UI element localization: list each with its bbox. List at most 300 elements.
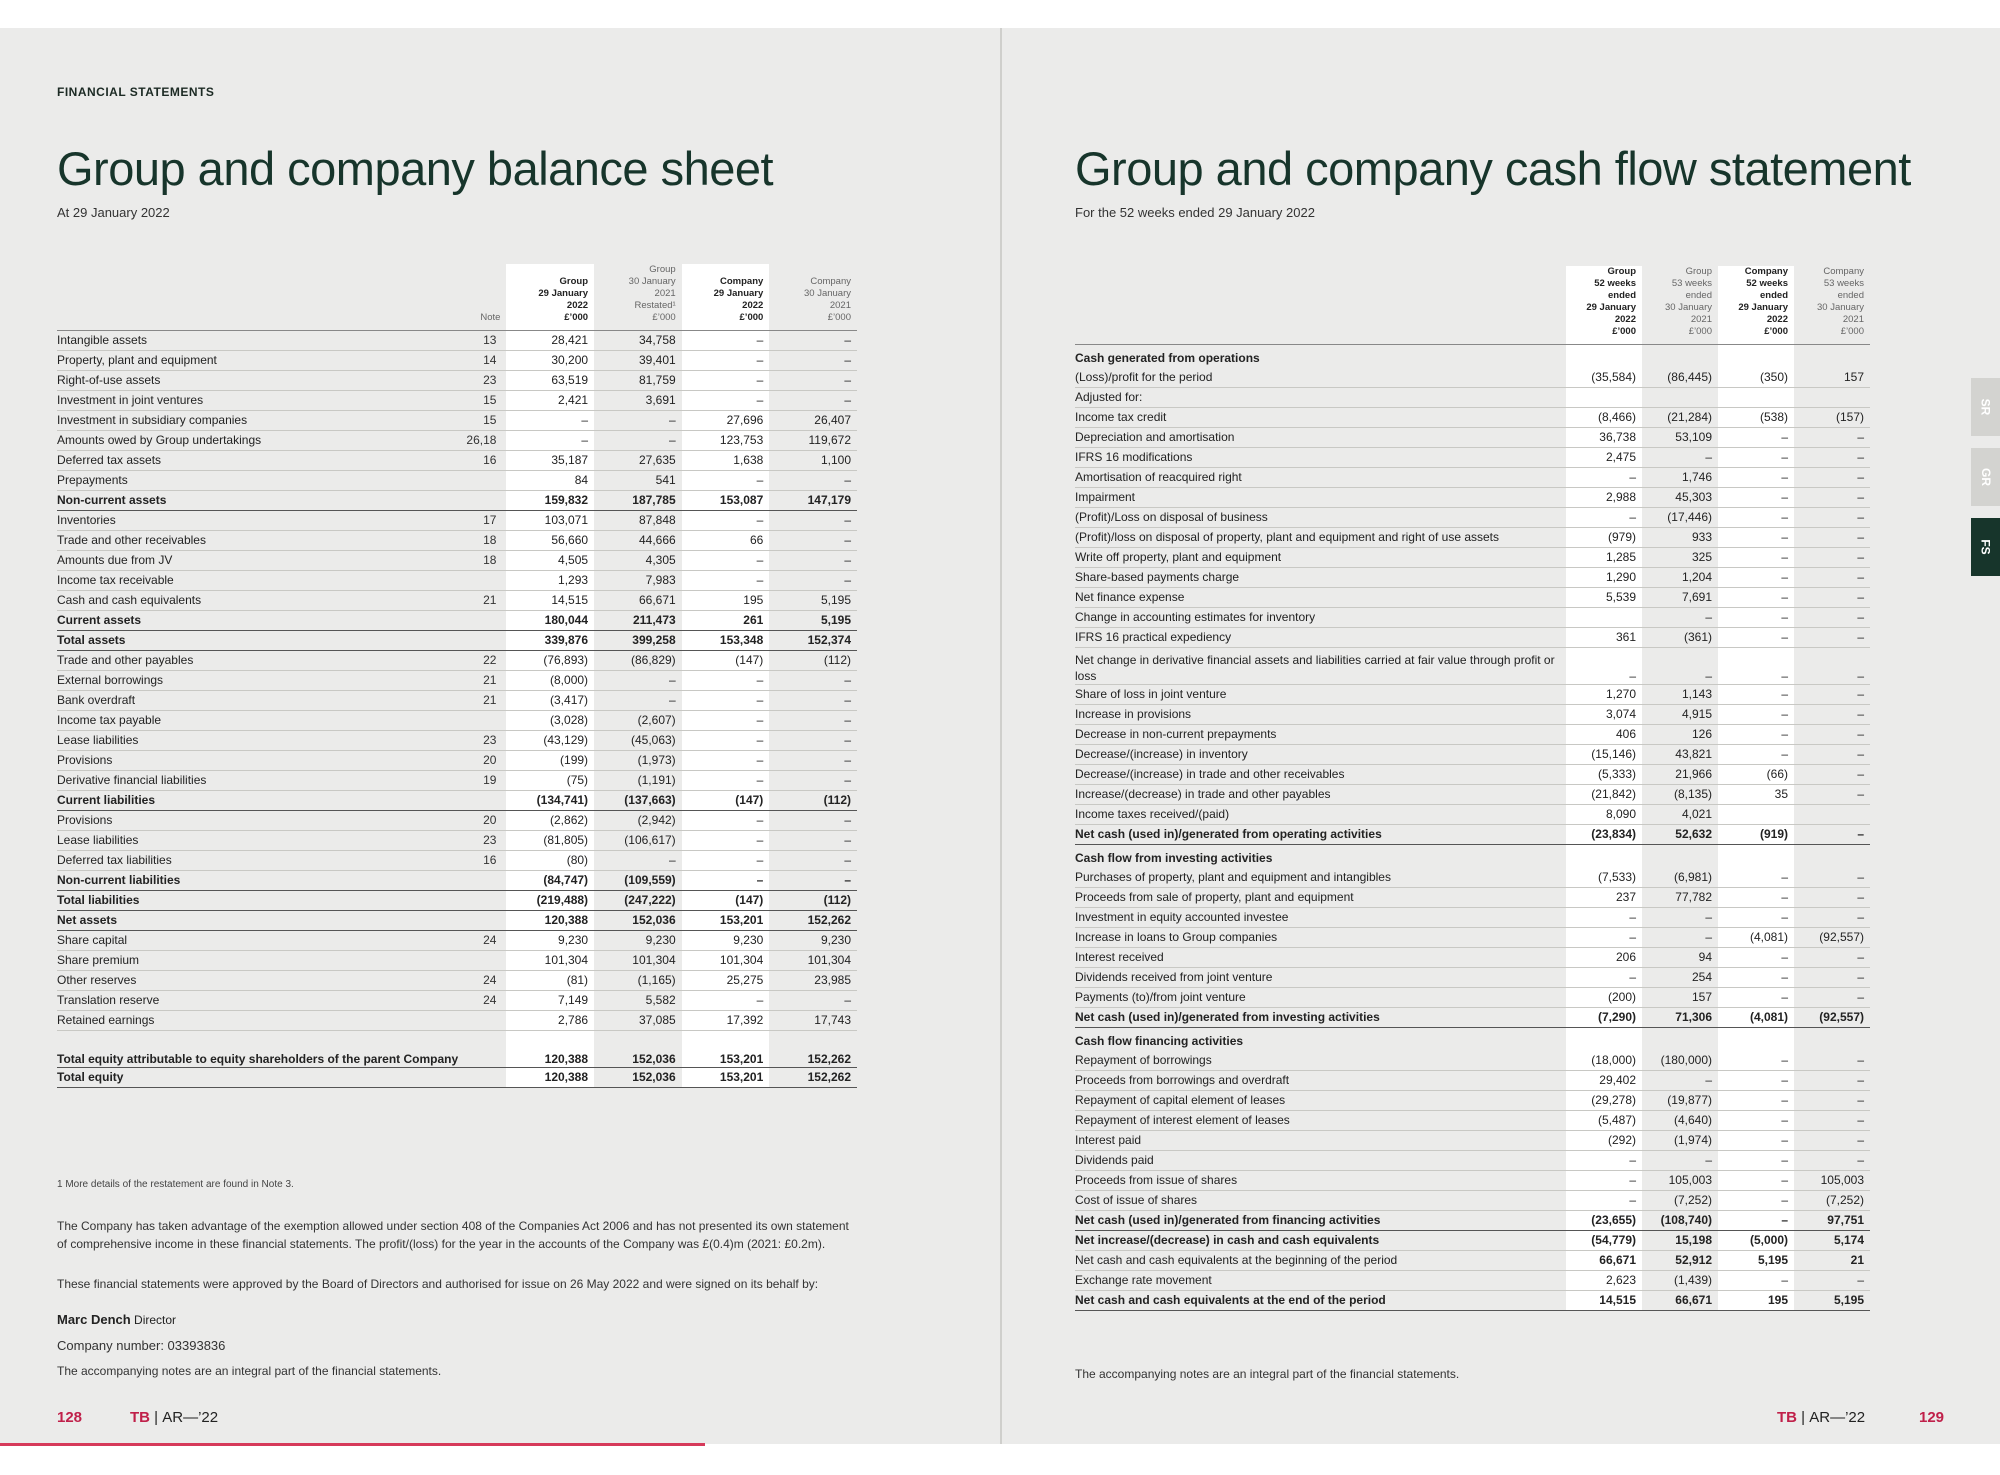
- value-group-2021: 933: [1642, 528, 1718, 548]
- value-company-2022: –: [1718, 588, 1794, 608]
- note-ref: 21: [461, 691, 506, 711]
- value-group-2021: [1642, 345, 1718, 369]
- table-row: [57, 991, 857, 1011]
- table-row: [1075, 628, 1870, 648]
- value-company-2022: [1718, 1028, 1794, 1052]
- value-company-2021: 152,374: [769, 631, 857, 651]
- value-group-2021: 66,671: [594, 591, 682, 611]
- table-row: [57, 1011, 857, 1031]
- row-label: Share capital: [57, 931, 461, 951]
- value-company-2021: –: [1794, 568, 1870, 588]
- value-group-2022: [1566, 345, 1642, 369]
- value-company-2022: –: [682, 511, 770, 531]
- table-row: [1075, 745, 1870, 765]
- value-group-2021: 187,785: [594, 491, 682, 511]
- row-label: Decrease/(increase) in inventory: [1075, 745, 1566, 765]
- note-ref: 24: [461, 931, 506, 951]
- value-group-2022: [1566, 608, 1642, 628]
- note-ref: [461, 791, 506, 811]
- row-label: Increase in provisions: [1075, 705, 1566, 725]
- note-ref: [461, 871, 506, 891]
- value-company-2022: –: [1718, 868, 1794, 888]
- value-group-2022: (80): [506, 851, 594, 871]
- note-ref: 21: [461, 591, 506, 611]
- row-label: Total liabilities: [57, 891, 461, 911]
- value-group-2021: 15,198: [1642, 1231, 1718, 1251]
- value-group-2021: 157: [1642, 988, 1718, 1008]
- row-label: Investment in subsidiary companies: [57, 411, 461, 431]
- value-group-2021: 541: [594, 471, 682, 491]
- value-company-2021: –: [769, 771, 857, 791]
- value-group-2022: (292): [1566, 1131, 1642, 1151]
- value-company-2021: –: [1794, 1071, 1870, 1091]
- value-company-2021: 5,195: [769, 611, 857, 631]
- value-group-2021: 94: [1642, 948, 1718, 968]
- value-company-2021: –: [1794, 648, 1870, 685]
- table-row: [57, 731, 857, 751]
- value-group-2022: 120,388: [506, 1031, 594, 1068]
- value-group-2022: 1,293: [506, 571, 594, 591]
- row-label: IFRS 16 practical expediency: [1075, 628, 1566, 648]
- brand-ar: AR—’22: [162, 1409, 219, 1426]
- value-group-2021: (86,445): [1642, 368, 1718, 388]
- value-company-2022: –: [1718, 648, 1794, 685]
- value-group-2022: (5,487): [1566, 1111, 1642, 1131]
- brand-tb: TB: [130, 1409, 150, 1426]
- value-group-2021: 34,758: [594, 331, 682, 351]
- value-company-2022: 27,696: [682, 411, 770, 431]
- value-group-2021: (21,284): [1642, 408, 1718, 428]
- value-company-2021: –: [769, 831, 857, 851]
- value-company-2022: (147): [682, 791, 770, 811]
- table-row: [1075, 1028, 1870, 1052]
- table-row: [1075, 488, 1870, 508]
- value-group-2021: (6,981): [1642, 868, 1718, 888]
- note-ref: 20: [461, 751, 506, 771]
- row-label: Interest paid: [1075, 1131, 1566, 1151]
- row-label: Total equity: [57, 1068, 461, 1088]
- value-company-2022: 66: [682, 531, 770, 551]
- value-company-2021: 147,179: [769, 491, 857, 511]
- row-label: Amounts due from JV: [57, 551, 461, 571]
- value-company-2022: (919): [1718, 825, 1794, 845]
- value-group-2021: –: [594, 691, 682, 711]
- table-row: [57, 811, 857, 831]
- value-group-2021: 254: [1642, 968, 1718, 988]
- note-ref: 21: [461, 671, 506, 691]
- table-row: [1075, 988, 1870, 1008]
- note-ref: 22: [461, 651, 506, 671]
- row-label: Change in accounting estimates for inventory: [1075, 608, 1566, 628]
- value-company-2022: –: [1718, 1131, 1794, 1151]
- value-company-2021: –: [1794, 908, 1870, 928]
- value-group-2021: 325: [1642, 548, 1718, 568]
- value-company-2021: [1794, 345, 1870, 369]
- table-row: [57, 571, 857, 591]
- note-ref: 19: [461, 771, 506, 791]
- value-company-2021: –: [1794, 725, 1870, 745]
- value-group-2022: 120,388: [506, 911, 594, 931]
- table-row: [1075, 805, 1870, 825]
- row-label: Non-current assets: [57, 491, 461, 511]
- row-label: Provisions: [57, 811, 461, 831]
- page-number-left: 128: [57, 1409, 83, 1426]
- row-label: Proceeds from sale of property, plant and equipment: [1075, 888, 1566, 908]
- value-company-2021: –: [1794, 968, 1870, 988]
- table-row: [57, 951, 857, 971]
- note-ref: [461, 1011, 506, 1031]
- note-ref: [461, 471, 506, 491]
- value-company-2022: –: [1718, 528, 1794, 548]
- value-company-2022: –: [682, 751, 770, 771]
- value-company-2021: (7,252): [1794, 1191, 1870, 1211]
- value-company-2022: (66): [1718, 765, 1794, 785]
- row-label: Amortisation of reacquired right: [1075, 468, 1566, 488]
- value-group-2022: 2,786: [506, 1011, 594, 1031]
- value-company-2021: (92,557): [1794, 1008, 1870, 1028]
- value-company-2022: 9,230: [682, 931, 770, 951]
- value-company-2022: –: [1718, 548, 1794, 568]
- note-ref: [461, 711, 506, 731]
- value-group-2022: 7,149: [506, 991, 594, 1011]
- value-company-2021: –: [769, 331, 857, 351]
- value-company-2022: –: [1718, 468, 1794, 488]
- value-company-2022: –: [1718, 1151, 1794, 1171]
- value-group-2022: 2,475: [1566, 448, 1642, 468]
- value-company-2022: (5,000): [1718, 1231, 1794, 1251]
- table-row: [57, 451, 857, 471]
- table-row: [1075, 648, 1870, 685]
- value-company-2021: –: [769, 351, 857, 371]
- value-company-2021: –: [1794, 685, 1870, 705]
- value-group-2022: 14,515: [1566, 1291, 1642, 1311]
- brand-separator: |: [1801, 1409, 1806, 1426]
- value-group-2022: (81): [506, 971, 594, 991]
- row-label: Current assets: [57, 611, 461, 631]
- value-group-2022: (23,655): [1566, 1211, 1642, 1231]
- value-company-2021: –: [1794, 785, 1870, 805]
- value-group-2021: (19,877): [1642, 1091, 1718, 1111]
- table-row: [57, 671, 857, 691]
- header-group-2022: Group 29 January 2022 £’000: [506, 264, 594, 331]
- header-blank: [1075, 266, 1566, 345]
- value-group-2022: (979): [1566, 528, 1642, 548]
- value-group-2021: 52,912: [1642, 1251, 1718, 1271]
- table-row: [1075, 1251, 1870, 1271]
- row-label: Investment in equity accounted investee: [1075, 908, 1566, 928]
- note-ref: 23: [461, 731, 506, 751]
- table-row: [1075, 608, 1870, 628]
- value-group-2021: 7,691: [1642, 588, 1718, 608]
- value-company-2022: –: [682, 371, 770, 391]
- table-row: [1075, 888, 1870, 908]
- value-company-2022: [1718, 345, 1794, 369]
- value-group-2022: 66,671: [1566, 1251, 1642, 1271]
- value-group-2022: (29,278): [1566, 1091, 1642, 1111]
- side-tab-sr[interactable]: SR: [1971, 378, 2000, 436]
- table-row: [1075, 1171, 1870, 1191]
- note-ref: 24: [461, 971, 506, 991]
- brand-mark-right: [1777, 1409, 1865, 1426]
- row-label: Deferred tax assets: [57, 451, 461, 471]
- value-group-2021: 77,782: [1642, 888, 1718, 908]
- value-company-2021: –: [769, 991, 857, 1011]
- value-group-2022: –: [1566, 968, 1642, 988]
- table-row: [57, 1068, 857, 1088]
- row-label: Repayment of interest element of leases: [1075, 1111, 1566, 1131]
- value-company-2021: –: [1794, 508, 1870, 528]
- value-group-2021: 9,230: [594, 931, 682, 951]
- value-group-2021: (361): [1642, 628, 1718, 648]
- table-row: [57, 551, 857, 571]
- value-company-2022: –: [1718, 428, 1794, 448]
- value-group-2022: 2,988: [1566, 488, 1642, 508]
- table-row: [57, 411, 857, 431]
- note-ref: [461, 1068, 506, 1088]
- restatement-footnote: 1 More details of the restatement are found in Note 3.: [57, 1179, 294, 1190]
- value-company-2021: 1,100: [769, 451, 857, 471]
- note-ref: [461, 951, 506, 971]
- value-company-2021: –: [1794, 1151, 1870, 1171]
- note-ref: 20: [461, 811, 506, 831]
- value-group-2021: 399,258: [594, 631, 682, 651]
- value-group-2021: –: [1642, 648, 1718, 685]
- value-group-2022: (5,333): [1566, 765, 1642, 785]
- value-company-2021: –: [769, 511, 857, 531]
- value-company-2022: –: [1718, 508, 1794, 528]
- table-row: [1075, 825, 1870, 845]
- reading-progress-bar: [0, 1443, 705, 1446]
- side-tab-fs[interactable]: FS: [1971, 518, 2000, 576]
- value-group-2021: 43,821: [1642, 745, 1718, 765]
- cash-flow-title: Group and company cash flow statement: [1075, 142, 1911, 195]
- value-group-2022: (199): [506, 751, 594, 771]
- value-group-2022: 1,270: [1566, 685, 1642, 705]
- value-company-2021: –: [1794, 1051, 1870, 1071]
- value-company-2022: 153,201: [682, 1068, 770, 1088]
- value-group-2022: –: [1566, 1151, 1642, 1171]
- table-row: [57, 611, 857, 631]
- value-group-2022: (8,000): [506, 671, 594, 691]
- value-company-2021: –: [769, 691, 857, 711]
- row-label: Lease liabilities: [57, 831, 461, 851]
- value-group-2021: (17,446): [1642, 508, 1718, 528]
- value-company-2021: 97,751: [1794, 1211, 1870, 1231]
- balance-sheet-table: [57, 264, 857, 1088]
- value-group-2021: 45,303: [1642, 488, 1718, 508]
- value-company-2021: 5,195: [1794, 1291, 1870, 1311]
- value-group-2022: (75): [506, 771, 594, 791]
- value-group-2022: 206: [1566, 948, 1642, 968]
- value-group-2021: (86,829): [594, 651, 682, 671]
- value-company-2021: [1794, 805, 1870, 825]
- row-label: Proceeds from issue of shares: [1075, 1171, 1566, 1191]
- note-ref: 18: [461, 551, 506, 571]
- value-company-2021: –: [1794, 888, 1870, 908]
- note-ref: [461, 1031, 506, 1068]
- value-group-2022: 84: [506, 471, 594, 491]
- value-company-2021: –: [1794, 765, 1870, 785]
- value-company-2021: 119,672: [769, 431, 857, 451]
- value-group-2021: (108,740): [1642, 1211, 1718, 1231]
- value-company-2021: –: [769, 871, 857, 891]
- value-company-2022: 1,638: [682, 451, 770, 471]
- value-group-2022: 30,200: [506, 351, 594, 371]
- table-row: [57, 1031, 857, 1068]
- value-group-2022: 361: [1566, 628, 1642, 648]
- table-row: [1075, 1071, 1870, 1091]
- value-group-2021: 52,632: [1642, 825, 1718, 845]
- section-header: FINANCIAL STATEMENTS: [57, 85, 215, 99]
- value-group-2022: (7,533): [1566, 868, 1642, 888]
- value-company-2022: –: [1718, 745, 1794, 765]
- row-label: Inventories: [57, 511, 461, 531]
- note-ref: [461, 911, 506, 931]
- row-label: Net cash (used in)/generated from financing activities: [1075, 1211, 1566, 1231]
- value-company-2022: 153,201: [682, 1031, 770, 1068]
- value-company-2022: –: [682, 331, 770, 351]
- value-group-2021: 7,983: [594, 571, 682, 591]
- note-ref: 17: [461, 511, 506, 531]
- value-group-2022: (2,862): [506, 811, 594, 831]
- value-company-2021: –: [1794, 1131, 1870, 1151]
- value-company-2022: –: [1718, 705, 1794, 725]
- side-tab-gr[interactable]: GR: [1971, 448, 2000, 506]
- row-label: Net increase/(decrease) in cash and cash equivalents: [1075, 1231, 1566, 1251]
- note-ref: [461, 491, 506, 511]
- value-company-2021: –: [769, 371, 857, 391]
- value-group-2021: –: [1642, 448, 1718, 468]
- value-company-2021: –: [769, 671, 857, 691]
- value-company-2022: (4,081): [1718, 928, 1794, 948]
- row-label: Income tax payable: [57, 711, 461, 731]
- value-group-2022: (3,028): [506, 711, 594, 731]
- value-group-2022: (84,747): [506, 871, 594, 891]
- row-label: Net cash and cash equivalents at the end of the period: [1075, 1291, 1566, 1311]
- value-group-2021: 37,085: [594, 1011, 682, 1031]
- row-label: Adjusted for:: [1075, 388, 1566, 408]
- row-label: Property, plant and equipment: [57, 351, 461, 371]
- value-company-2022: –: [1718, 968, 1794, 988]
- table-row: [1075, 948, 1870, 968]
- value-company-2021: –: [769, 531, 857, 551]
- value-company-2021: –: [769, 811, 857, 831]
- table-row: [1075, 968, 1870, 988]
- note-ref: [461, 571, 506, 591]
- value-company-2021: –: [769, 711, 857, 731]
- right-page: [1075, 28, 1945, 1444]
- value-company-2021: 9,230: [769, 931, 857, 951]
- value-group-2022: 1,285: [1566, 548, 1642, 568]
- value-company-2021: 26,407: [769, 411, 857, 431]
- table-row: [1075, 408, 1870, 428]
- value-group-2022: –: [1566, 508, 1642, 528]
- table-row: [1075, 845, 1870, 869]
- value-group-2021: 4,021: [1642, 805, 1718, 825]
- value-company-2021: 5,174: [1794, 1231, 1870, 1251]
- table-row: [1075, 345, 1870, 369]
- value-group-2022: 9,230: [506, 931, 594, 951]
- row-label: Cash flow from investing activities: [1075, 851, 1273, 865]
- value-group-2021: 152,036: [594, 911, 682, 931]
- header-group-2022: Group 52 weeks ended 29 January 2022 £’000: [1566, 266, 1642, 345]
- value-company-2022: (350): [1718, 368, 1794, 388]
- value-group-2022: (54,779): [1566, 1231, 1642, 1251]
- table-row: [1075, 908, 1870, 928]
- row-label: External borrowings: [57, 671, 461, 691]
- value-group-2022: (134,741): [506, 791, 594, 811]
- row-label: Net finance expense: [1075, 588, 1566, 608]
- table-row: [1075, 1091, 1870, 1111]
- row-label: Total assets: [57, 631, 461, 651]
- value-group-2021: –: [1642, 1151, 1718, 1171]
- row-label: Repayment of capital element of leases: [1075, 1091, 1566, 1111]
- value-group-2021: (180,000): [1642, 1051, 1718, 1071]
- header-company-2022: Company 52 weeks ended 29 January 2022 £’000: [1718, 266, 1794, 345]
- value-group-2022: 28,421: [506, 331, 594, 351]
- value-group-2021: [1642, 1028, 1718, 1052]
- value-group-2021: 4,305: [594, 551, 682, 571]
- row-label: Purchases of property, plant and equipment and intangibles: [1075, 868, 1566, 888]
- value-group-2022: 5,539: [1566, 588, 1642, 608]
- note-ref: 15: [461, 391, 506, 411]
- table-row: [57, 631, 857, 651]
- row-label: Income taxes received/(paid): [1075, 805, 1566, 825]
- value-company-2021: (157): [1794, 408, 1870, 428]
- value-group-2022: 56,660: [506, 531, 594, 551]
- value-group-2022: –: [1566, 928, 1642, 948]
- table-row: [57, 711, 857, 731]
- value-group-2022: [1566, 1028, 1642, 1052]
- value-group-2022: 120,388: [506, 1068, 594, 1088]
- value-group-2021: (4,640): [1642, 1111, 1718, 1131]
- row-label: Income tax receivable: [57, 571, 461, 591]
- notes-statement-right: The accompanying notes are an integral part of the financial statements.: [1075, 1367, 1460, 1381]
- value-group-2021: 53,109: [1642, 428, 1718, 448]
- value-group-2021: (109,559): [594, 871, 682, 891]
- row-label: Share of loss in joint venture: [1075, 685, 1566, 705]
- value-company-2022: –: [1718, 1191, 1794, 1211]
- value-company-2021: –: [1794, 608, 1870, 628]
- value-company-2022: –: [682, 711, 770, 731]
- value-company-2022: 153,201: [682, 911, 770, 931]
- balance-sheet-subtitle: At 29 January 2022: [57, 205, 170, 220]
- value-group-2022: (219,488): [506, 891, 594, 911]
- table-row: [1075, 468, 1870, 488]
- value-group-2021: 1,143: [1642, 685, 1718, 705]
- header-group-2021: Group 30 January 2021 Restated¹ £’000: [594, 264, 682, 331]
- row-label: Current liabilities: [57, 791, 461, 811]
- value-group-2022: (21,842): [1566, 785, 1642, 805]
- table-row: [1075, 1151, 1870, 1171]
- row-label: Non-current liabilities: [57, 871, 461, 891]
- row-label: Share premium: [57, 951, 461, 971]
- row-label: Impairment: [1075, 488, 1566, 508]
- table-row: [1075, 1131, 1870, 1151]
- value-group-2022: –: [1566, 468, 1642, 488]
- row-label: Payments (to)/from joint venture: [1075, 988, 1566, 1008]
- row-label: Decrease/(increase) in trade and other receivables: [1075, 765, 1566, 785]
- value-company-2022: –: [1718, 948, 1794, 968]
- value-group-2022: 103,071: [506, 511, 594, 531]
- value-group-2021: (1,439): [1642, 1271, 1718, 1291]
- row-label: Increase in loans to Group companies: [1075, 928, 1566, 948]
- row-label: Trade and other receivables: [57, 531, 461, 551]
- table-row: [1075, 928, 1870, 948]
- note-ref: 16: [461, 451, 506, 471]
- value-group-2021: 27,635: [594, 451, 682, 471]
- value-company-2021: 101,304: [769, 951, 857, 971]
